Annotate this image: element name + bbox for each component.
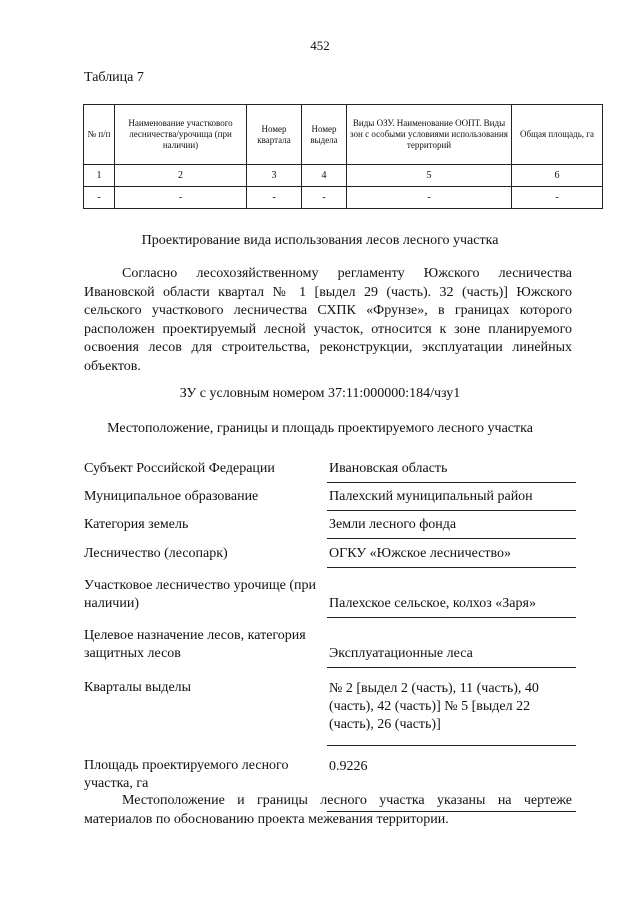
info-label: Участковое лесничество урочище (при наличии) <box>84 578 316 611</box>
header-cell: Виды ОЗУ. Наименование ООПТ. Виды зон с особыми условиями использования территорий <box>347 105 512 165</box>
heading-use: Проектирование вида использования лесов лесного участка <box>141 233 499 248</box>
info-row <box>84 567 576 617</box>
info-value: Эксплуатационные леса <box>327 617 576 667</box>
table-cell: 1 <box>84 165 115 187</box>
table-index-row <box>84 165 603 187</box>
info-value: Земли лесного фонда <box>327 510 576 538</box>
info-row <box>84 482 576 510</box>
table-cell: 5 <box>347 165 512 187</box>
table-cell: - <box>247 187 302 209</box>
header-cell: Номер квартала <box>247 105 302 165</box>
paragraph-final: Местоположение и границы лесного участка указаны на чертеже материалов по обоснованию проекта межевания территории. <box>84 793 572 827</box>
info-value: ОГКУ «Южское лесничество» <box>327 538 576 567</box>
forest-plot-table <box>83 104 603 209</box>
header-cell: Наименование участкового лесничества/урочища (при наличии) <box>115 105 247 165</box>
info-label: Кварталы выделы <box>84 680 192 695</box>
table-cell: - <box>302 187 347 209</box>
table-cell: 3 <box>247 165 302 187</box>
info-value: Ивановская область <box>327 456 576 482</box>
info-row <box>84 667 576 745</box>
plot-info-table <box>84 456 576 812</box>
info-value: 0.9226 <box>327 745 576 811</box>
info-value: Палехское сельское, колхоз «Заря» <box>327 567 576 617</box>
header-cell: Общая площадь, га <box>512 105 603 165</box>
info-row <box>84 510 576 538</box>
header-cell: № п/п <box>84 105 115 165</box>
info-label: Категория земель <box>84 517 189 532</box>
table-cell: - <box>347 187 512 209</box>
table-cell: - <box>115 187 247 209</box>
info-value: № 2 [выдел 2 (часть), 11 (часть), 40 (часть), 42 (часть)] № 5 [выдел 22 (часть), 26 (часть)] <box>327 667 576 745</box>
info-row <box>84 456 576 482</box>
heading-zu: ЗУ с условным номером 37:11:000000:184/чзу1 <box>179 386 461 401</box>
heading-location: Местоположение, границы и площадь проектируемого лесного участка <box>107 421 533 436</box>
table-caption: Таблица 7 <box>84 70 144 85</box>
header-cell: Номер выдела <box>302 105 347 165</box>
info-label: Муниципальное образование <box>84 489 259 504</box>
table-cell: - <box>84 187 115 209</box>
info-label: Целевое назначение лесов, категория защитных лесов <box>84 628 306 661</box>
info-value: Палехский муниципальный район <box>327 482 576 510</box>
table-row <box>84 187 603 209</box>
page-number: 452 <box>310 38 330 53</box>
info-row <box>84 538 576 567</box>
paragraph-use: Согласно лесохозяйственному регламенту Южского лесничества Ивановской области квартал № 1 [выдел 29 (часть). 32 (часть)] Южского сельского участкового лесничества СХПК «Фрунзе», в границах которого расположен проектируемый лесной участок, относится к зоне планируемого освоения лесов для строительства, реконструкции, эксплуатации линейных объектов. <box>84 266 572 374</box>
info-label: Субъект Российской Федерации <box>84 461 275 476</box>
table-header-row <box>84 105 603 165</box>
table-cell: - <box>512 187 603 209</box>
info-label: Лесничество (лесопарк) <box>84 546 228 561</box>
table-cell: 4 <box>302 165 347 187</box>
table-cell: 2 <box>115 165 247 187</box>
table-cell: 6 <box>512 165 603 187</box>
info-row <box>84 617 576 667</box>
info-label: Площадь проектируемого лесного участка, га <box>84 758 289 791</box>
